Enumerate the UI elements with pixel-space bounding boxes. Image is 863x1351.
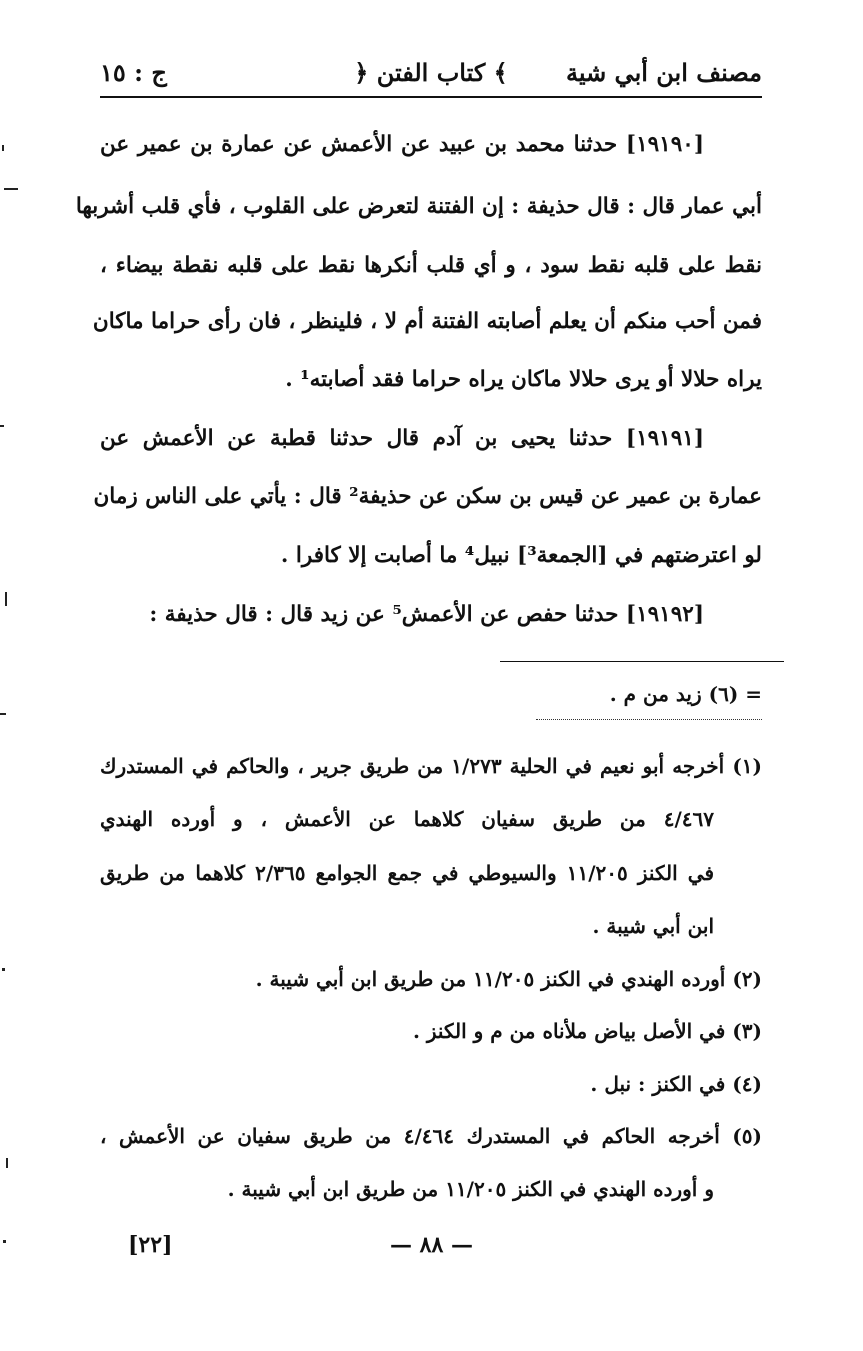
footnote-line: ابن أبي شيبة . — [592, 914, 714, 938]
footnote-line: (٤) في الكنز : نبل . — [590, 1072, 762, 1096]
scan-edge-mark — [2, 145, 4, 151]
scan-edge-mark — [4, 188, 18, 190]
hadith-line: يراه حلالا أو يرى حلالا ماكان يراه حراما فقد أصابته¹ . — [285, 367, 762, 392]
footnote-line: (٣) في الأصل بياض ملأناه من م و الكنز . — [412, 1019, 762, 1043]
section-title: ﴿ كتاب الفتن ﴾ — [354, 58, 508, 87]
wavy-separator — [536, 719, 762, 720]
footnote-line: في الكنز ١١/٢٠٥ والسيوطي في جمع الجوامع ٢/٣٦٥ كلاهما من طريق — [100, 861, 714, 885]
hadith-line: [١٩١٩١] حدثنا يحيى بن آدم قال حدثنا قطبة عن الأعمش عن — [100, 426, 704, 451]
hadith-line: لو اعترضتهم في [الجمعة³] نبيل⁴ ما أصابت إلا كافرا . — [280, 543, 762, 568]
footnote-separator — [500, 661, 784, 662]
volume-indicator: ج : ١٥ — [100, 58, 167, 87]
footnote-line: (٢) أورده الهندي في الكنز ١١/٢٠٥ من طريق ابن أبي شيبة . — [255, 967, 762, 991]
page-number: — ٨٨ — — [390, 1232, 473, 1258]
footnote-line: (١) أخرجه أبو نعيم في الحلية ١/٢٧٣ من طريق جرير ، والحاكم في المستدرك — [100, 754, 762, 778]
scan-edge-mark — [0, 425, 4, 427]
running-header — [100, 52, 762, 98]
footnote-line: (٥) أخرجه الحاكم في المستدرك ٤/٤٦٤ من طريق سفيان عن الأعمش ، — [100, 1124, 762, 1148]
scan-edge-mark — [0, 713, 6, 715]
hadith-line: نقط على قلبه نقط سود ، و أي قلب أنكرها نقط على قلبه نقطة بيضاء ، — [100, 253, 762, 278]
footnote-line: و أورده الهندي في الكنز ١١/٢٠٥ من طريق ابن أبي شيبة . — [227, 1177, 714, 1201]
scan-edge-mark — [3, 1240, 6, 1243]
hadith-line: عمارة بن عمير عن قيس بن سكن عن حذيفة² قال : يأتي على الناس زمان — [93, 484, 762, 509]
continuation-note: = (٦) زيد من م . — [609, 682, 762, 706]
scan-edge-mark — [2, 968, 5, 971]
footnote-line: ٤/٤٦٧ من طريق سفيان كلاهما عن الأعمش ، و أورده الهندي — [100, 807, 714, 831]
book-title: مصنف ابن أبي شية — [565, 58, 762, 87]
scan-edge-mark — [5, 592, 7, 606]
hadith-line: [١٩١٩٠] حدثنا محمد بن عبيد عن الأعمش عن عمارة بن عمير عن — [100, 132, 704, 157]
hadith-line: [١٩١٩٢] حدثنا حفص عن الأعمش⁵ عن زيد قال : قال حذيفة : — [149, 602, 704, 627]
scan-edge-mark — [6, 1158, 8, 1168]
hadith-line: فمن أحب منكم أن يعلم أصابته الفتنة أم لا ، فلينظر ، فان رأى حراما ماكان — [92, 309, 762, 334]
hadith-line: أبي عمار قال : قال حذيفة : إن الفتنة لتعرض على القلوب ، فأي قلب أشربها — [75, 194, 762, 219]
signature-mark: [٢٢] — [128, 1232, 173, 1258]
